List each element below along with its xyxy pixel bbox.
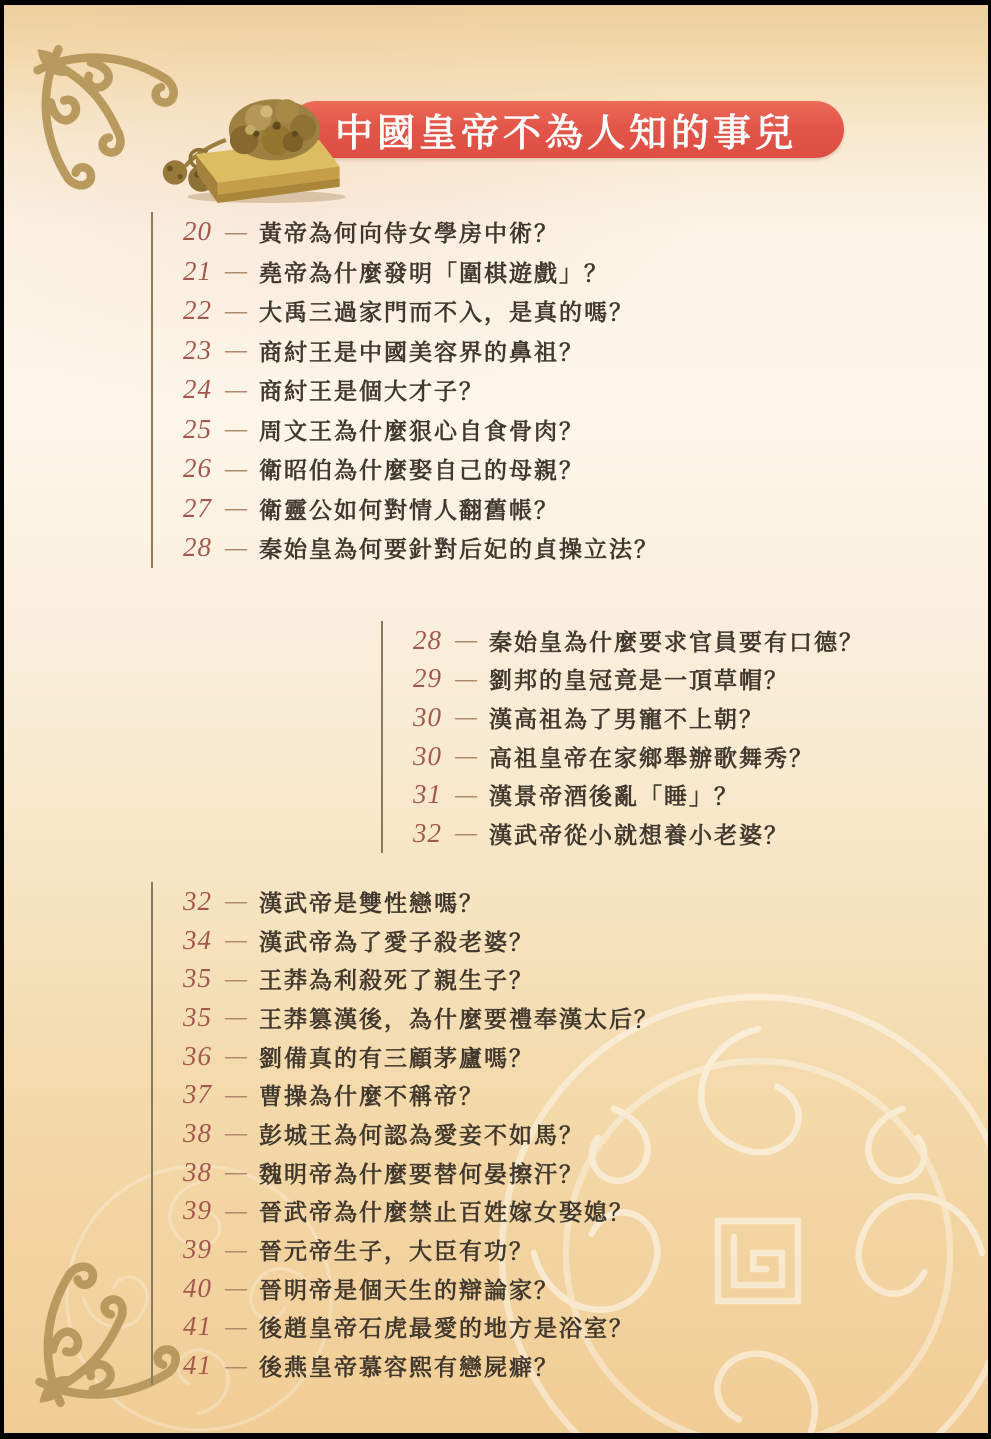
toc-entry bbox=[413, 775, 864, 814]
entry-title: 黃帝為何向侍女學房中術？ bbox=[259, 221, 559, 247]
entry-title: 大禹三過家門而不入，是真的嗎？ bbox=[259, 300, 634, 326]
entry-page-number: 23 bbox=[183, 334, 212, 365]
entry-title: 衛昭伯為什麼娶自己的母親？ bbox=[259, 458, 584, 484]
entry-title: 魏明帝為什麼要替何晏擦汗？ bbox=[259, 1161, 584, 1187]
chapter-title: 中國皇帝不為人知的事兒 bbox=[334, 113, 797, 155]
toc-entry bbox=[183, 252, 659, 292]
entry-title: 商紂王是個大才子？ bbox=[259, 379, 484, 405]
entry-title: 晉武帝為什麼禁止百姓嫁女娶媳？ bbox=[259, 1200, 634, 1226]
entry-title: 漢武帝從小就想養小老婆？ bbox=[489, 822, 789, 848]
toc-entry bbox=[183, 1153, 659, 1192]
toc-section-3 bbox=[151, 882, 659, 1385]
toc-entry bbox=[183, 449, 659, 489]
toc-entry bbox=[183, 291, 659, 331]
dash-separator: — bbox=[225, 376, 247, 402]
entry-title: 劉邦的皇冠竟是一頂草帽？ bbox=[489, 668, 789, 694]
dash-separator: — bbox=[225, 297, 247, 323]
dash-separator: — bbox=[225, 455, 247, 481]
entry-page-number: 30 bbox=[413, 740, 442, 771]
dash-separator: — bbox=[225, 258, 247, 284]
toc-entry bbox=[183, 528, 659, 568]
entry-title: 王莽篡漢後，為什麼要禮奉漢太后？ bbox=[259, 1006, 659, 1032]
entry-title: 曹操為什麼不稱帝？ bbox=[259, 1084, 484, 1110]
chapter-title-banner bbox=[288, 101, 844, 158]
dash-separator: — bbox=[225, 1159, 247, 1185]
toc-entry bbox=[413, 621, 864, 660]
toc-entry bbox=[183, 1346, 659, 1385]
dash-separator: — bbox=[225, 965, 247, 991]
toc-entry bbox=[183, 921, 659, 960]
dash-separator: — bbox=[455, 704, 477, 730]
entry-page-number: 40 bbox=[183, 1272, 212, 1303]
entry-page-number: 28 bbox=[183, 532, 212, 563]
toc-entry bbox=[183, 489, 659, 529]
dash-separator: — bbox=[455, 781, 477, 807]
dash-separator: — bbox=[225, 534, 247, 560]
entry-title: 秦始皇為什麼要求官員要有口德？ bbox=[489, 629, 864, 655]
entry-page-number: 38 bbox=[183, 1156, 212, 1187]
entry-page-number: 25 bbox=[183, 413, 212, 444]
entry-page-number: 39 bbox=[183, 1195, 212, 1226]
entry-page-number: 41 bbox=[183, 1311, 212, 1342]
entry-title: 堯帝為什麼發明「圍棋遊戲」？ bbox=[259, 260, 609, 286]
toc-entry bbox=[183, 1075, 659, 1114]
dash-separator: — bbox=[455, 627, 477, 653]
toc-entry bbox=[183, 1308, 659, 1347]
dash-separator: — bbox=[225, 1197, 247, 1223]
dash-separator: — bbox=[225, 416, 247, 442]
entry-title: 漢武帝是雙性戀嗎？ bbox=[259, 890, 484, 916]
entry-title: 晉元帝生子，大臣有功？ bbox=[259, 1239, 534, 1265]
toc-entry bbox=[183, 1114, 659, 1153]
entry-title: 漢高祖為了男寵不上朝？ bbox=[489, 706, 764, 732]
dash-separator: — bbox=[225, 1043, 247, 1069]
entry-title: 商紂王是中國美容界的鼻祖？ bbox=[259, 339, 584, 365]
dash-separator: — bbox=[225, 1352, 247, 1378]
entry-page-number: 32 bbox=[413, 817, 442, 848]
toc-entry bbox=[183, 1192, 659, 1231]
entry-title: 漢景帝酒後亂「睡」？ bbox=[489, 784, 739, 810]
toc-entry bbox=[183, 1037, 659, 1076]
dash-separator: — bbox=[225, 1275, 247, 1301]
entry-page-number: 26 bbox=[183, 453, 212, 484]
entry-page-number: 24 bbox=[183, 374, 212, 405]
toc-entry bbox=[413, 737, 864, 776]
dash-separator: — bbox=[225, 888, 247, 914]
entry-page-number: 27 bbox=[183, 492, 212, 523]
entry-title: 劉備真的有三顧茅廬嗎？ bbox=[259, 1045, 534, 1071]
dash-separator: — bbox=[225, 1120, 247, 1146]
toc-entry bbox=[183, 882, 659, 921]
entry-page-number: 39 bbox=[183, 1234, 212, 1265]
dash-separator: — bbox=[225, 337, 247, 363]
dash-separator: — bbox=[455, 665, 477, 691]
dash-separator: — bbox=[455, 743, 477, 769]
entry-page-number: 38 bbox=[183, 1117, 212, 1148]
entry-page-number: 21 bbox=[183, 255, 212, 286]
dash-separator: — bbox=[225, 1081, 247, 1107]
toc-section-2 bbox=[381, 621, 864, 853]
entry-title: 晉明帝是個天生的辯論家？ bbox=[259, 1277, 559, 1303]
entry-page-number: 29 bbox=[413, 663, 442, 694]
dash-separator: — bbox=[225, 218, 247, 244]
toc-entry bbox=[183, 1269, 659, 1308]
toc-entry bbox=[183, 370, 659, 410]
entry-title: 後燕皇帝慕容熙有戀屍癖？ bbox=[259, 1355, 559, 1381]
entry-page-number: 31 bbox=[413, 779, 442, 810]
toc-entry bbox=[183, 1230, 659, 1269]
gold-imperial-seal-icon bbox=[124, 81, 350, 205]
entry-title: 衛靈公如何對情人翻舊帳？ bbox=[259, 497, 559, 523]
entry-page-number: 32 bbox=[183, 885, 212, 916]
toc-entry bbox=[183, 410, 659, 450]
entry-page-number: 35 bbox=[183, 963, 212, 994]
entry-page-number: 20 bbox=[183, 216, 212, 247]
entry-title: 王莽為利殺死了親生子？ bbox=[259, 968, 534, 994]
dash-separator: — bbox=[225, 495, 247, 521]
toc-entry bbox=[413, 698, 864, 737]
entry-title: 彭城王為何認為愛妾不如馬？ bbox=[259, 1122, 584, 1148]
dash-separator: — bbox=[225, 1236, 247, 1262]
entry-title: 後趙皇帝石虎最愛的地方是浴室？ bbox=[259, 1316, 634, 1342]
entry-page-number: 36 bbox=[183, 1040, 212, 1071]
toc-entry bbox=[413, 660, 864, 699]
dash-separator: — bbox=[225, 1004, 247, 1030]
entry-page-number: 34 bbox=[183, 924, 212, 955]
entry-title: 秦始皇為何要針對后妃的貞操立法？ bbox=[259, 537, 659, 563]
book-page bbox=[4, 5, 988, 1433]
entry-page-number: 35 bbox=[183, 1001, 212, 1032]
toc-section-1 bbox=[151, 212, 659, 568]
entry-title: 周文王為什麼狠心自食骨肉？ bbox=[259, 418, 584, 444]
toc-entry bbox=[183, 331, 659, 371]
toc-entry bbox=[183, 212, 659, 252]
entry-page-number: 28 bbox=[413, 624, 442, 655]
entry-page-number: 30 bbox=[413, 701, 442, 732]
entry-title: 漢武帝為了愛子殺老婆？ bbox=[259, 929, 534, 955]
toc-entry bbox=[183, 959, 659, 998]
dash-separator: — bbox=[455, 820, 477, 846]
toc-entry bbox=[413, 814, 864, 853]
entry-page-number: 22 bbox=[183, 295, 212, 326]
entry-page-number: 41 bbox=[183, 1350, 212, 1381]
dash-separator: — bbox=[225, 1313, 247, 1339]
toc-entry bbox=[183, 998, 659, 1037]
entry-title: 高祖皇帝在家鄉舉辦歌舞秀？ bbox=[489, 745, 814, 771]
dash-separator: — bbox=[225, 927, 247, 953]
entry-page-number: 37 bbox=[183, 1079, 212, 1110]
